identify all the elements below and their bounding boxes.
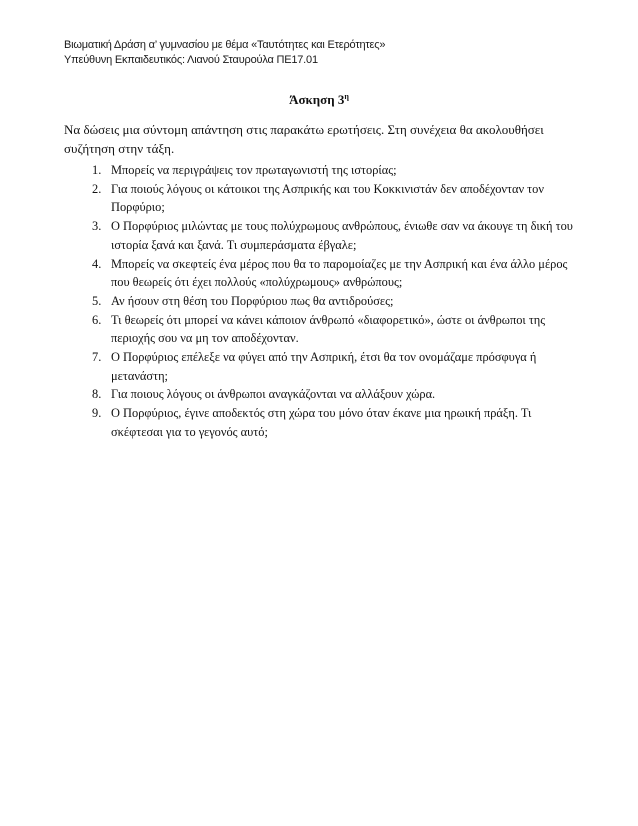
question-number: 4. <box>92 256 102 271</box>
instructions-paragraph: Να δώσεις μια σύντομη απάντηση στις παρακάτω ερωτήσεις. Στη συνέχεια θα ακολουθήσει συζήτηση στην τάξη. <box>64 122 544 156</box>
question-item <box>64 385 576 404</box>
question-item <box>64 311 576 348</box>
question-number: 5. <box>92 293 102 308</box>
question-item <box>64 161 576 180</box>
header-activity-line: Βιωματική Δράση α’ γυμνασίου με θέμα «Ταυτότητες και Ετερότητες» <box>64 39 386 51</box>
question-item <box>64 255 576 292</box>
question-list <box>64 161 576 442</box>
question-item <box>64 292 576 311</box>
question-number: 7. <box>92 350 102 365</box>
header-teacher-line: Υπεύθυνη Εκπαιδευτικός: Λιανού Σταυρούλα ΠΕ17.01 <box>64 54 318 66</box>
exercise-title <box>0 92 638 108</box>
exercise-title-superscript: η <box>344 92 349 101</box>
question-text: Μπορείς να περιγράψεις τον πρωταγωνιστή της ιστορίας; <box>111 163 397 177</box>
question-text: Ο Πορφύριος μιλώντας με τους πολύχρωμους ανθρώπους, ένιωθε σαν να άκουγε τη δική του ιστορία ξανά και ξανά. Τι συμπεράσματα έβγαλε; <box>111 219 573 252</box>
question-number: 1. <box>92 163 102 177</box>
question-text: Μπορείς να σκεφτείς ένα μέρος που θα το παρομοίαζες με την Ασπρική και ένα άλλο μέρος που θεωρείς ότι έχει πολλούς «πολύχρωμους» ανθρώπους; <box>111 256 568 290</box>
exercise-title-text: Άσκηση 3 <box>289 92 345 107</box>
page-header <box>64 38 385 68</box>
question-item <box>64 348 576 385</box>
question-item <box>64 217 576 254</box>
question-text: Ο Πορφύριος επέλεξε να φύγει από την Ασπρική, έτσι θα τον ονομάζαμε πρόσφυγα ή μετανάστη; <box>111 350 537 383</box>
question-number: 3. <box>92 219 102 234</box>
question-item <box>64 180 576 217</box>
question-text: Ο Πορφύριος, έγινε αποδεκτός στη χώρα του μόνο όταν έκανε μια ηρωική πράξη. Τι σκέφτεσαι για το γεγονός αυτό; <box>111 406 532 439</box>
question-text: Για ποιούς λόγους οι κάτοικοι της Ασπρικής και του Κοκκινιστάν δεν αποδέχονταν τον Πορφύριο; <box>111 181 544 215</box>
question-text: Για ποιους λόγους οι άνθρωποι αναγκάζονται να αλλάξουν χώρα. <box>111 387 436 402</box>
question-text: Αν ήσουν στη θέση του Πορφύριου πως θα αντιδρούσες; <box>111 293 394 308</box>
question-number: 8. <box>92 387 102 402</box>
question-text: Τι θεωρείς ότι μπορεί να κάνει κάποιον άνθρωπό «διαφορετικό», ώστε οι άνθρωποι της περιοχής σου να μη τον αποδέχονταν. <box>111 312 546 346</box>
question-number: 9. <box>92 406 102 421</box>
question-number: 2. <box>92 181 102 196</box>
question-number: 6. <box>92 312 102 327</box>
question-item <box>64 404 576 441</box>
